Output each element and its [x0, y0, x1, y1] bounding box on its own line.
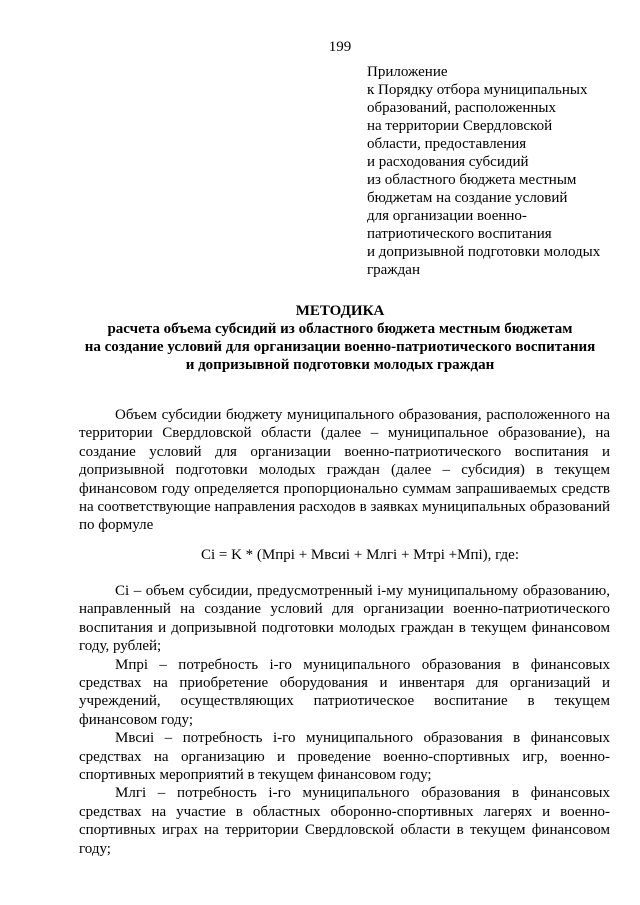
appendix-line: граждан — [367, 262, 420, 278]
appendix-line: патриотического воспитания — [367, 226, 552, 242]
appendix-line: и допризывной подготовки молодых — [367, 244, 601, 260]
appendix-line: и расходования субсидий — [367, 154, 529, 170]
title-line: на создание условий для организации военно-патриотического воспитания — [84, 339, 596, 355]
title-line: расчета объема субсидий из областного бюджета местным бюджетам — [107, 321, 573, 337]
definitions-section — [79, 582, 610, 858]
appendix-line: области, предоставления — [367, 136, 527, 152]
intro-section — [79, 406, 610, 535]
document-title — [70, 302, 610, 374]
appendix-line: из областного бюджета местным — [367, 172, 577, 188]
definition-paragraph: Мвсиi – потребность i-го муниципального образования в финансовых средствах на организацию и проведение военно-спортивных игр, военно-спортивных мероприятий в текущем финансовом году; — [79, 730, 610, 784]
appendix-line: к Порядку отбора муниципальных — [367, 82, 588, 98]
appendix-line: образований, расположенных — [367, 100, 556, 116]
appendix-line: для организации военно- — [367, 208, 527, 224]
subsidy-formula: Ci = K * (Мпрi + Мвсиi + Млгi + Мтрi +Мпi), где: — [200, 547, 520, 563]
appendix-line: бюджетам на создание условий — [367, 190, 568, 206]
definition-paragraph: Ci – объем субсидии, предусмотренный i-му муниципальному образованию, направленный на создание условий для организации военно-патриотического воспитания и допризывной подготовки молодых граждан в текущем финансовом году, рублей; — [79, 583, 610, 655]
title-heading: МЕТОДИКА — [295, 303, 385, 319]
definition-paragraph: Мпрi – потребность i-го муниципального образования в финансовых средствах на приобретение оборудования и инвентаря для организаций и учреждений, осуществляющих патриотическое воспитание в текущем финансовом году; — [79, 656, 610, 728]
title-line: и допризывной подготовки молодых граждан — [185, 357, 495, 373]
definition-paragraph: Млгi – потребность i-го муниципального образования в финансовых средствах на участие в областных оборонно-спортивных лагерях и военно-спортивных играх на территории Свердловской области в текущем финансовом году; — [79, 785, 610, 857]
intro-paragraph: Объем субсидии бюджету муниципального образования, расположенного на территории Свердловской области (далее – муниципальное образование), на создание условий для организации военно-патриотического воспитания и допризывной подготовки молодых граждан (далее – субсидия) в текущем финансовом году определяется пропорционально суммам запрашиваемых средств на соответствующие направления расходов в заявках муниципальных образований по формуле — [79, 407, 610, 534]
appendix-line: Приложение — [367, 64, 448, 80]
appendix-line: на территории Свердловской — [367, 118, 553, 134]
appendix-header — [367, 63, 627, 279]
page-number: 199 — [328, 39, 352, 55]
